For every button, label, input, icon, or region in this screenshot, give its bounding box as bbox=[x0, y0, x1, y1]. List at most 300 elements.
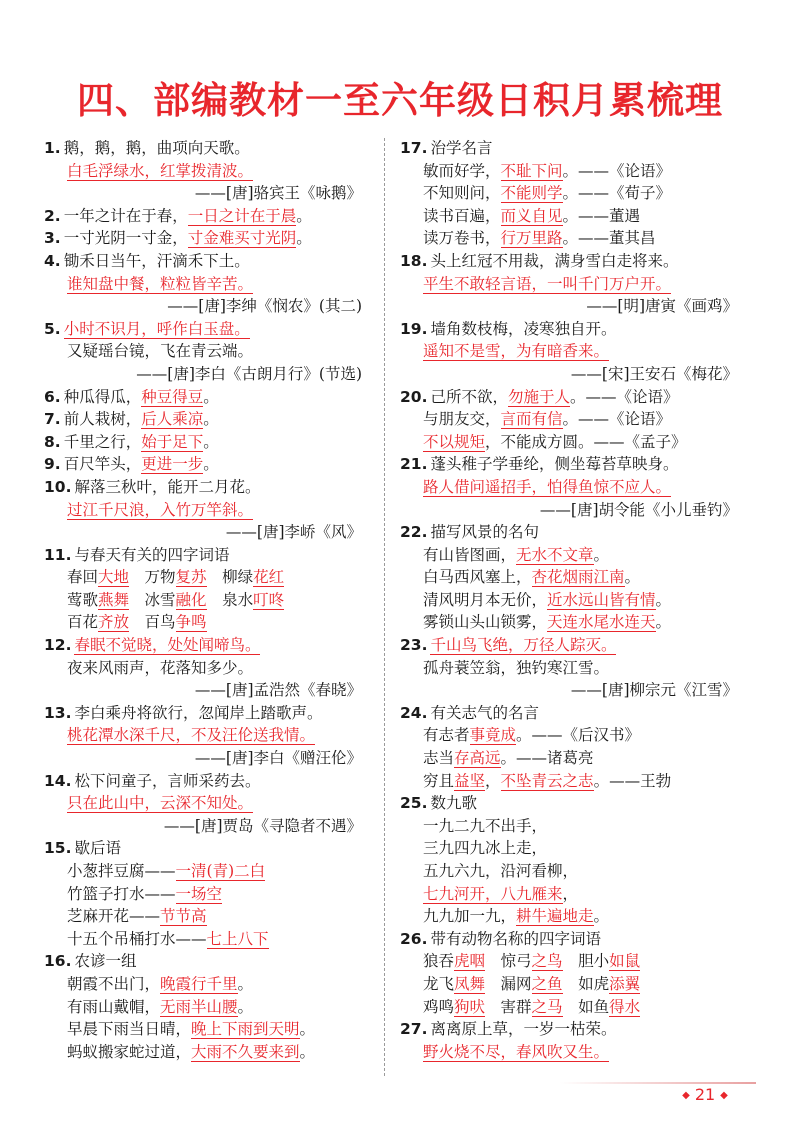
item-number: 22. bbox=[400, 523, 428, 542]
text-segment: 泉水 bbox=[206, 590, 254, 609]
text-line bbox=[44, 928, 364, 951]
text-line bbox=[44, 792, 364, 815]
text-line bbox=[44, 250, 364, 273]
text-segment: 。 bbox=[299, 1042, 316, 1061]
text-segment: ——[唐]孟浩然《春晓》 bbox=[194, 681, 362, 700]
text-line bbox=[400, 160, 740, 183]
answer-text: 之马 bbox=[531, 997, 563, 1016]
text-line bbox=[400, 1041, 740, 1064]
text-line bbox=[44, 160, 364, 183]
text-line bbox=[44, 431, 364, 454]
text-line bbox=[400, 724, 740, 747]
text-line bbox=[44, 837, 364, 860]
text-line bbox=[400, 521, 740, 544]
text-segment: 如鱼 bbox=[562, 997, 610, 1016]
text-line bbox=[400, 702, 740, 725]
text-segment: 芝麻开花—— bbox=[67, 907, 161, 926]
attribution-line bbox=[44, 521, 364, 544]
item-number: 21. bbox=[400, 455, 428, 474]
text-segment: 。 bbox=[655, 613, 672, 632]
list-item bbox=[44, 431, 364, 454]
text-segment: 。 bbox=[593, 907, 610, 926]
text-segment: 。 bbox=[237, 997, 254, 1016]
answer-text: 不以规矩 bbox=[423, 432, 486, 451]
column-divider bbox=[384, 138, 385, 1076]
text-segment: 百鸟 bbox=[129, 613, 176, 632]
attribution-line bbox=[44, 679, 364, 702]
text-line bbox=[44, 973, 364, 996]
answer-text: 桃花潭水深千尺，不及汪伦送我情。 bbox=[67, 726, 316, 745]
text-line bbox=[400, 860, 740, 883]
text-segment: 读万卷书， bbox=[423, 229, 501, 248]
answer-text: 齐放 bbox=[98, 613, 130, 632]
item-number: 10. bbox=[44, 477, 72, 496]
text-segment: 雾锁山头山锁雾， bbox=[423, 613, 548, 632]
item-number: 9. bbox=[44, 455, 61, 474]
text-line bbox=[400, 227, 740, 250]
text-line bbox=[44, 137, 364, 160]
answer-text: 小时不识月，呼作白玉盘。 bbox=[63, 319, 250, 338]
answer-text: 叮咚 bbox=[253, 590, 285, 609]
attribution-line bbox=[400, 679, 740, 702]
answer-text: 益坚 bbox=[454, 771, 486, 790]
text-line bbox=[44, 860, 364, 883]
text-segment: 有关志气的名言 bbox=[430, 703, 539, 722]
answer-text: 之鱼 bbox=[531, 974, 563, 993]
text-segment: ——[唐]柳宗元《江雪》 bbox=[570, 681, 738, 700]
text-segment: ——[唐]骆宾王《咏鹅》 bbox=[194, 184, 362, 203]
text-segment: 三九四九冰上走， bbox=[423, 839, 548, 858]
text-line bbox=[400, 250, 740, 273]
text-segment: 白马西风塞上， bbox=[423, 568, 532, 587]
page-number-text: 21 bbox=[694, 1085, 716, 1104]
text-segment: 与朋友交， bbox=[423, 410, 501, 429]
list-item bbox=[44, 634, 364, 702]
text-line bbox=[400, 792, 740, 815]
answer-text: 更进一步 bbox=[141, 455, 204, 474]
text-line bbox=[44, 634, 364, 657]
attribution-line bbox=[400, 499, 740, 522]
text-segment: 如虎 bbox=[562, 974, 610, 993]
answer-text: 耕牛遍地走 bbox=[516, 907, 594, 926]
text-segment: ——[唐]贾岛《寻隐者不遇》 bbox=[163, 816, 362, 835]
answer-text: 七九河开，八九雁来 bbox=[423, 884, 563, 903]
text-line bbox=[400, 453, 740, 476]
text-segment: 己所不欲， bbox=[430, 387, 508, 406]
list-item bbox=[44, 408, 364, 431]
list-item bbox=[44, 476, 364, 544]
answer-text: 白毛浮绿水，红掌拨清波。 bbox=[67, 161, 254, 180]
answer-text: 之鸟 bbox=[531, 952, 563, 971]
text-line bbox=[400, 928, 740, 951]
answer-text: 春眠不觉晓，处处闻啼鸟。 bbox=[74, 636, 261, 655]
answer-text: 晚霞行千里 bbox=[160, 974, 238, 993]
text-segment: 。 bbox=[203, 387, 219, 406]
text-segment: 清风明月本无价， bbox=[423, 590, 548, 609]
text-segment: 夜来风雨声，花落知多少。 bbox=[67, 658, 254, 677]
diamond-icon: ◆ bbox=[720, 1090, 728, 1101]
text-line bbox=[44, 883, 364, 906]
attribution-line bbox=[44, 182, 364, 205]
text-segment: 十五个吊桶打水—— bbox=[67, 929, 207, 948]
answer-text: 后人乘凉 bbox=[141, 410, 204, 429]
text-line bbox=[44, 273, 364, 296]
item-number: 3. bbox=[44, 229, 61, 248]
text-segment: 治学名言 bbox=[430, 139, 493, 157]
text-segment: 有志者 bbox=[423, 726, 470, 745]
answer-text: 无雨半山腰 bbox=[160, 997, 238, 1016]
text-segment: 。 bbox=[237, 974, 254, 993]
text-segment: 。——王勃 bbox=[593, 771, 672, 790]
text-segment: 狼吞 bbox=[423, 952, 455, 971]
text-segment: ——[唐]李白《古朗月行》(节选) bbox=[136, 364, 362, 383]
text-segment: 。 bbox=[299, 1020, 316, 1039]
text-line bbox=[400, 589, 740, 612]
text-segment: 莺歌 bbox=[67, 590, 99, 609]
text-segment: 。 bbox=[593, 545, 610, 564]
answer-text: 路人借问遥招手，怕得鱼惊不应人。 bbox=[423, 477, 672, 496]
text-line bbox=[400, 476, 740, 499]
item-number: 13. bbox=[44, 703, 72, 722]
text-segment: 百尺竿头， bbox=[63, 455, 142, 474]
text-line bbox=[44, 996, 364, 1019]
answer-text: 勿施于人 bbox=[507, 387, 570, 406]
list-item bbox=[44, 702, 364, 770]
answer-text: 行万里路 bbox=[500, 229, 563, 248]
text-segment: 。 bbox=[203, 455, 219, 474]
text-segment: 。——《论语》 bbox=[562, 410, 672, 429]
answer-text: 七上八下 bbox=[206, 929, 269, 948]
answer-text: 言而有信 bbox=[500, 410, 563, 429]
text-line bbox=[44, 1041, 364, 1064]
text-line bbox=[44, 453, 364, 476]
text-segment: 歇后语 bbox=[74, 839, 121, 858]
list-item bbox=[44, 453, 364, 476]
text-line bbox=[44, 724, 364, 747]
list-item bbox=[44, 318, 364, 386]
text-line bbox=[400, 657, 740, 680]
text-line bbox=[44, 476, 364, 499]
item-number: 23. bbox=[400, 636, 428, 655]
text-line bbox=[400, 973, 740, 996]
text-segment: 龙飞 bbox=[423, 974, 455, 993]
attribution-line bbox=[44, 747, 364, 770]
text-line bbox=[400, 318, 740, 341]
text-line bbox=[44, 702, 364, 725]
attribution-line bbox=[400, 295, 740, 318]
answer-text: 融化 bbox=[175, 590, 207, 609]
text-line bbox=[44, 950, 364, 973]
item-number: 14. bbox=[44, 771, 72, 790]
text-segment: 解落三秋叶，能开二月花。 bbox=[74, 477, 261, 496]
page-number bbox=[650, 1085, 760, 1104]
text-segment: 锄禾日当午，汗滴禾下土。 bbox=[63, 251, 250, 270]
text-segment: 读书百遍， bbox=[423, 206, 501, 225]
answer-text: 如鼠 bbox=[609, 952, 641, 971]
text-segment: 。 bbox=[296, 229, 312, 248]
text-segment: 冰雪 bbox=[129, 590, 176, 609]
text-line bbox=[400, 611, 740, 634]
text-segment: 一年之计在于春， bbox=[63, 206, 188, 225]
text-segment: 柳绿 bbox=[206, 568, 254, 587]
text-segment: 。——董遇 bbox=[562, 206, 641, 225]
text-segment: 胆小 bbox=[562, 952, 610, 971]
answer-text: 天连水尾水连天 bbox=[547, 613, 656, 632]
item-number: 15. bbox=[44, 839, 72, 858]
item-number: 2. bbox=[44, 206, 61, 225]
text-segment: 不知则问， bbox=[423, 184, 501, 203]
text-segment: 孤舟蓑笠翁，独钓寒江雪。 bbox=[423, 658, 610, 677]
answer-text: 大雨不久要来到 bbox=[191, 1042, 300, 1061]
text-segment: 有山皆图画， bbox=[423, 545, 517, 564]
text-line bbox=[44, 905, 364, 928]
text-segment: 。 bbox=[203, 410, 219, 429]
item-number: 12. bbox=[44, 636, 72, 655]
text-segment: 漏网 bbox=[485, 974, 532, 993]
answer-text: 无水不文章 bbox=[516, 545, 594, 564]
answer-text: 虎咽 bbox=[454, 952, 486, 971]
text-segment: 。——《论语》 bbox=[562, 161, 672, 180]
answer-text: 争鸣 bbox=[175, 613, 207, 632]
text-segment: 小葱拌豆腐—— bbox=[67, 862, 176, 880]
answer-text: 晚上下雨到天明 bbox=[191, 1020, 300, 1039]
answer-text: 寸金难买寸光阴 bbox=[187, 229, 297, 248]
text-segment: 墙角数枝梅，凌寒独自开。 bbox=[430, 319, 617, 338]
text-segment: 穷且 bbox=[423, 771, 455, 790]
item-number: 18. bbox=[400, 251, 428, 270]
text-segment: 一九二九不出手， bbox=[423, 816, 548, 835]
list-item bbox=[400, 928, 740, 1018]
text-line bbox=[400, 544, 740, 567]
list-item bbox=[400, 250, 740, 318]
item-number: 6. bbox=[44, 387, 61, 406]
item-number: 19. bbox=[400, 319, 428, 338]
text-line bbox=[44, 386, 364, 409]
answer-text: 不能则学 bbox=[500, 184, 563, 203]
text-line bbox=[44, 408, 364, 431]
answer-text: 得水 bbox=[609, 997, 641, 1016]
text-segment: 种瓜得瓜， bbox=[63, 387, 142, 406]
text-line bbox=[400, 566, 740, 589]
text-segment: 害群 bbox=[485, 997, 532, 1016]
text-segment: 蚂蚁搬家蛇过道， bbox=[67, 1042, 192, 1061]
text-line bbox=[44, 589, 364, 612]
text-segment: ——[唐]李白《赠汪伦》 bbox=[194, 749, 362, 768]
left-column bbox=[44, 137, 364, 1063]
text-line bbox=[44, 1018, 364, 1041]
text-segment: ， bbox=[485, 771, 501, 790]
text-segment: 鸡鸣 bbox=[423, 997, 455, 1016]
item-number: 7. bbox=[44, 410, 61, 429]
list-item bbox=[44, 950, 364, 1063]
text-line bbox=[44, 657, 364, 680]
text-segment: 与春天有关的四字词语 bbox=[74, 545, 230, 564]
list-item bbox=[44, 770, 364, 838]
text-segment: 描写风景的名句 bbox=[430, 523, 539, 542]
text-line bbox=[400, 205, 740, 228]
text-line bbox=[44, 566, 364, 589]
item-number: 26. bbox=[400, 929, 428, 948]
answer-text: 过江千尺浪，入竹万竿斜。 bbox=[67, 500, 254, 519]
answer-text: 始于足下 bbox=[141, 432, 204, 451]
text-segment: 。——《论语》 bbox=[570, 387, 679, 406]
answer-text: 谁知盘中餐，粒粒皆辛苦。 bbox=[67, 274, 254, 293]
text-line bbox=[44, 227, 364, 250]
text-segment: 蓬头稚子学垂纶，侧坐莓苔草映身。 bbox=[430, 455, 679, 474]
text-line bbox=[400, 905, 740, 928]
answer-text: 而义自见 bbox=[500, 206, 563, 225]
text-segment: 有雨山戴帽， bbox=[67, 997, 161, 1016]
text-segment: ，不能成方圆。——《孟子》 bbox=[485, 432, 687, 451]
list-item bbox=[400, 521, 740, 634]
text-line bbox=[400, 273, 740, 296]
text-segment: ——[唐]胡令能《小儿垂钓》 bbox=[539, 500, 738, 519]
answer-text: 不坠青云之志 bbox=[500, 771, 594, 790]
answer-text: 燕舞 bbox=[98, 590, 130, 609]
answer-text: 只在此山中，云深不知处。 bbox=[67, 794, 254, 813]
text-segment: 。 bbox=[296, 206, 312, 225]
text-segment: ， bbox=[562, 884, 579, 903]
list-item bbox=[400, 137, 740, 250]
text-line bbox=[44, 770, 364, 793]
answer-text: 花红 bbox=[253, 568, 285, 587]
text-segment: 带有动物名称的四字词语 bbox=[430, 929, 601, 948]
text-line bbox=[44, 340, 364, 363]
text-line bbox=[400, 996, 740, 1019]
text-segment: 数九歌 bbox=[430, 794, 477, 813]
text-segment: 。——诸葛亮 bbox=[500, 749, 594, 768]
text-segment: ——[明]唐寅《画鸡》 bbox=[586, 297, 738, 316]
answer-text: 种豆得豆 bbox=[141, 387, 204, 406]
item-number: 24. bbox=[400, 703, 428, 722]
text-line bbox=[400, 182, 740, 205]
text-segment: 千里之行， bbox=[63, 432, 142, 451]
text-line bbox=[400, 747, 740, 770]
page-title: 四、部编教材一至六年级日积月累梳理 bbox=[77, 79, 723, 122]
text-segment: 五九六九，沿河看柳， bbox=[423, 862, 579, 880]
text-segment: 又疑瑶台镜，飞在青云端。 bbox=[67, 342, 254, 361]
text-segment: 百花 bbox=[67, 613, 99, 632]
text-segment: 李白乘舟将欲行，忽闻岸上踏歌声。 bbox=[74, 703, 323, 722]
item-number: 20. bbox=[400, 387, 428, 406]
list-item bbox=[44, 544, 364, 634]
answer-text: 添翼 bbox=[609, 974, 641, 993]
text-line bbox=[44, 318, 364, 341]
answer-text: 存高远 bbox=[454, 749, 501, 768]
list-item bbox=[400, 702, 740, 792]
answer-text: 近水远山皆有情 bbox=[547, 590, 656, 609]
text-segment: 。 bbox=[624, 568, 641, 587]
item-number: 8. bbox=[44, 432, 61, 451]
answer-text: 平生不敢轻言语，一叫千门万户开。 bbox=[423, 274, 672, 293]
text-segment: 松下问童子，言师采药去。 bbox=[74, 771, 261, 790]
text-segment: ——[宋]王安石《梅花》 bbox=[570, 364, 738, 383]
text-line bbox=[44, 544, 364, 567]
text-line bbox=[400, 950, 740, 973]
text-segment: 鹅，鹅，鹅，曲项向天歌。 bbox=[63, 139, 250, 157]
list-item bbox=[400, 634, 740, 702]
text-segment: 志当 bbox=[423, 749, 455, 768]
answer-text: 事竟成 bbox=[469, 726, 517, 745]
item-number: 17. bbox=[400, 139, 428, 157]
text-line bbox=[400, 340, 740, 363]
text-segment: 。——董其昌 bbox=[562, 229, 656, 248]
right-column bbox=[400, 137, 740, 1063]
list-item bbox=[44, 837, 364, 950]
text-line bbox=[44, 611, 364, 634]
text-line bbox=[44, 499, 364, 522]
footer-rule bbox=[560, 1082, 756, 1084]
text-line bbox=[400, 634, 740, 657]
answer-text: 一场空 bbox=[175, 884, 223, 903]
answer-text: 不耻下问 bbox=[500, 161, 563, 180]
text-segment: 九九加一九， bbox=[423, 907, 517, 926]
text-line bbox=[400, 408, 740, 431]
answer-text: 杏花烟雨江南 bbox=[531, 568, 625, 587]
text-segment: 。——《后汉书》 bbox=[516, 726, 641, 745]
item-number: 16. bbox=[44, 952, 72, 971]
item-number: 27. bbox=[400, 1020, 428, 1039]
list-item bbox=[400, 792, 740, 928]
text-line bbox=[400, 386, 740, 409]
text-segment: 。——《荀子》 bbox=[562, 184, 672, 203]
text-segment: 。 bbox=[655, 590, 672, 609]
answer-text: 节节高 bbox=[160, 907, 207, 926]
text-line bbox=[400, 431, 740, 454]
list-item bbox=[44, 205, 364, 228]
text-segment: 朝霞不出门， bbox=[67, 974, 161, 993]
attribution-line bbox=[400, 363, 740, 386]
text-segment: 。 bbox=[203, 432, 219, 451]
answer-text: 狗吠 bbox=[454, 997, 486, 1016]
item-number: 1. bbox=[44, 139, 61, 157]
item-number: 11. bbox=[44, 545, 72, 564]
text-segment: 春回 bbox=[67, 568, 99, 587]
answer-text: 遥知不是雪，为有暗香来。 bbox=[423, 342, 610, 361]
answer-text: 复苏 bbox=[175, 568, 207, 587]
text-line bbox=[400, 837, 740, 860]
text-line bbox=[44, 205, 364, 228]
text-segment: 一寸光阴一寸金， bbox=[63, 229, 188, 248]
list-item bbox=[44, 386, 364, 409]
text-line bbox=[400, 815, 740, 838]
list-item bbox=[44, 250, 364, 318]
list-item bbox=[44, 137, 364, 205]
text-line bbox=[400, 883, 740, 906]
text-line bbox=[400, 137, 740, 160]
text-segment: 竹篮子打水—— bbox=[67, 884, 176, 903]
item-number: 25. bbox=[400, 794, 428, 813]
text-segment: 早晨下雨当日晴， bbox=[67, 1020, 192, 1039]
text-segment: 头上红冠不用裁，满身雪白走将来。 bbox=[430, 251, 679, 270]
list-item bbox=[44, 227, 364, 250]
text-segment: 前人栽树， bbox=[63, 410, 142, 429]
list-item bbox=[400, 318, 740, 386]
diamond-icon: ◆ bbox=[682, 1090, 690, 1101]
text-segment: ——[唐]李峤《风》 bbox=[225, 523, 362, 542]
list-item bbox=[400, 453, 740, 521]
list-item bbox=[400, 1018, 740, 1063]
answer-text: 一日之计在于晨 bbox=[187, 206, 297, 225]
answer-text: 野火烧不尽，春风吹又生。 bbox=[423, 1042, 610, 1061]
text-segment: 农谚一组 bbox=[74, 952, 137, 971]
answer-text: 千山鸟飞绝，万径人踪灭。 bbox=[430, 636, 617, 655]
text-segment: ——[唐]李绅《悯农》(其二) bbox=[167, 297, 362, 316]
text-segment: 惊弓 bbox=[485, 952, 532, 971]
answer-text: 一清(青)二白 bbox=[175, 862, 266, 880]
answer-text: 凤舞 bbox=[454, 974, 486, 993]
text-line bbox=[400, 770, 740, 793]
